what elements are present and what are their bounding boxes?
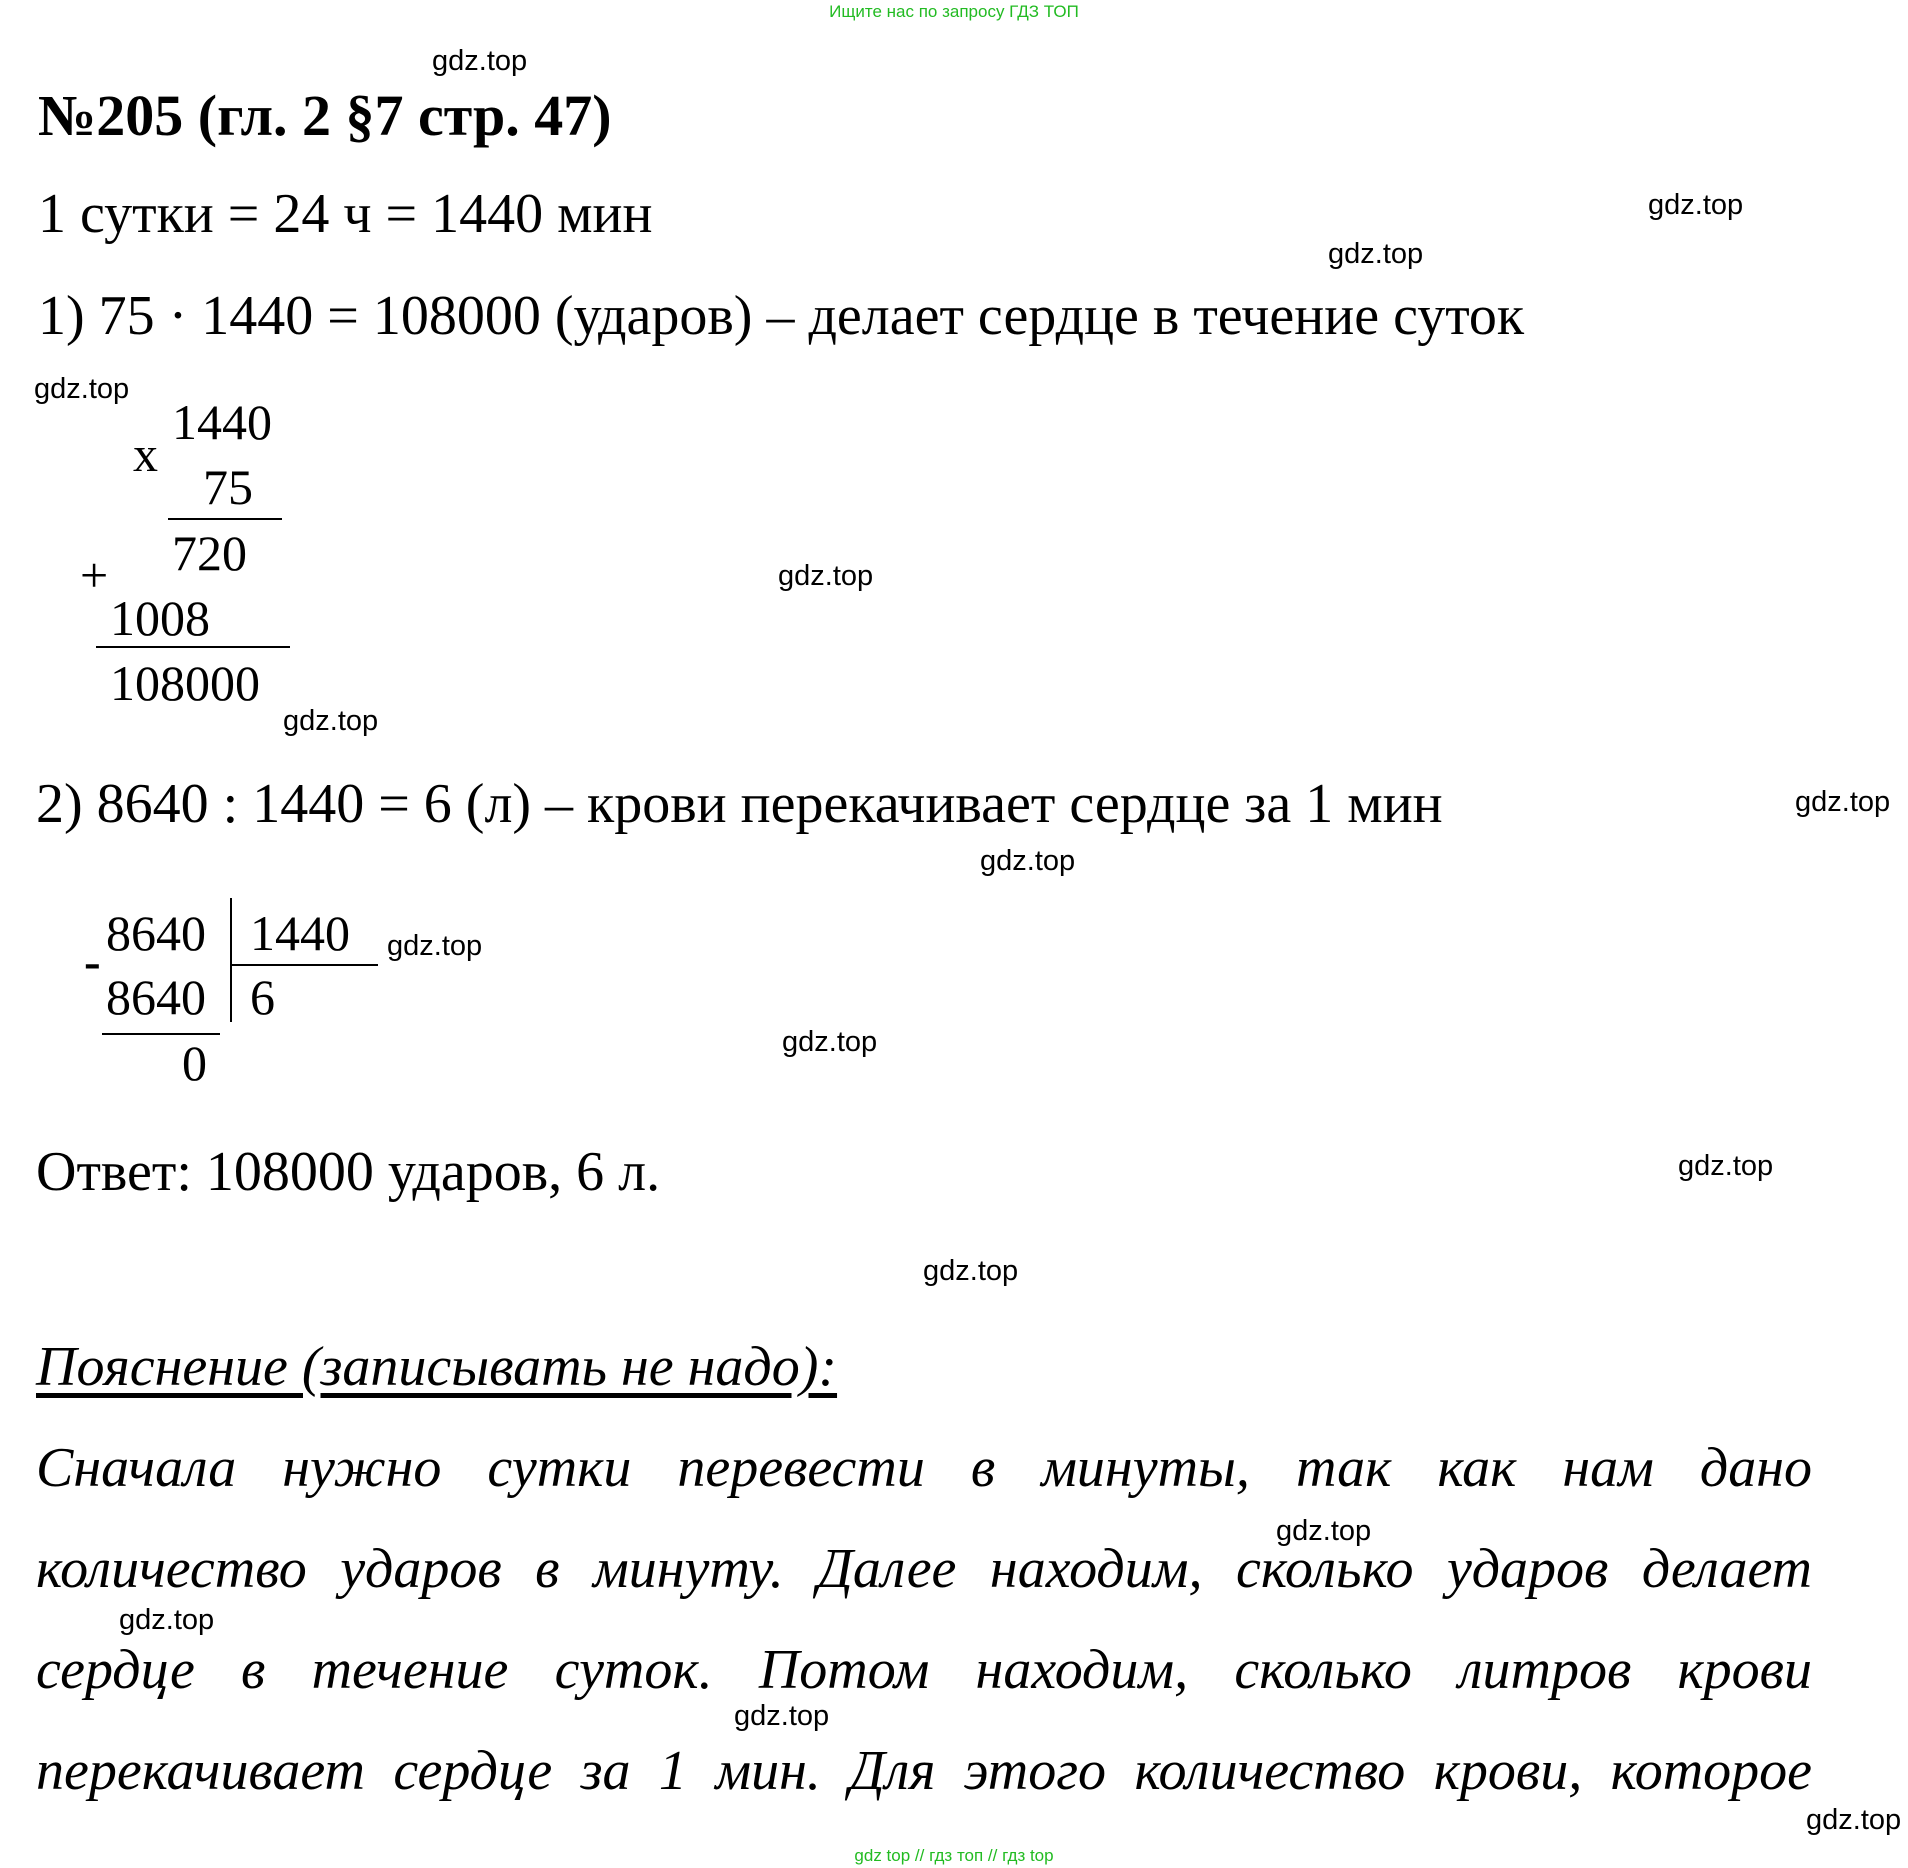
remainder: 0 (182, 1035, 207, 1091)
partial-product-2: 1008 (110, 590, 210, 646)
watermark: gdz.top (1678, 1150, 1774, 1182)
sum-rule (96, 646, 290, 648)
watermark: gdz.top (1795, 786, 1891, 818)
watermark: gdz.top (734, 1700, 830, 1732)
page-title: №205 (гл. 2 §7 стр. 47) (38, 83, 612, 148)
top-banner[interactable]: Ищите нас по запросу ГДЗ ТОП (829, 2, 1079, 21)
footer-banner[interactable]: gdz top // гдз топ // гдз top (854, 1846, 1054, 1865)
explanation-line-4: перекачивает сердце за 1 мин. Для этого количество крови, которое (36, 1740, 1812, 1802)
watermark: gdz.top (980, 845, 1076, 877)
quotient: 6 (250, 969, 275, 1025)
subtrahend: 8640 (106, 969, 206, 1025)
watermark: gdz.top (1328, 238, 1424, 270)
explanation-line-1: Сначала нужно сутки перевести в минуты, так как нам дано (36, 1437, 1812, 1499)
plus-sign: + (80, 547, 109, 603)
conversion-line: 1 сутки = 24 ч = 1440 мин (38, 183, 653, 245)
partial-product-1: 720 (172, 525, 247, 581)
step-2-line: 2) 8640 : 1440 = 6 (л) – крови перекачивает сердце за 1 мин (36, 773, 1443, 835)
answer-line: Ответ: 108000 ударов, 6 л. (36, 1141, 661, 1203)
watermark: gdz.top (782, 1026, 878, 1058)
dividend: 8640 (106, 905, 206, 961)
multiplicand: 1440 (172, 394, 272, 450)
product-result: 108000 (110, 655, 260, 711)
watermark: gdz.top (923, 1255, 1019, 1287)
division-vertical-bar (230, 898, 232, 1022)
multiplier: 75 (203, 459, 253, 515)
divisor-rule (230, 964, 378, 966)
watermark: gdz.top (119, 1604, 215, 1636)
watermark: gdz.top (387, 930, 483, 962)
watermark: gdz.top (1648, 189, 1744, 221)
explanation-line-3: сердце в течение суток. Потом находим, сколько литров крови (36, 1639, 1812, 1701)
watermark: gdz.top (1276, 1515, 1372, 1547)
watermark: gdz.top (1806, 1804, 1902, 1836)
minus-sign: - (84, 933, 101, 989)
multiplication-rule (168, 518, 282, 520)
divisor: 1440 (250, 905, 350, 961)
explanation-heading: Пояснение (записывать не надо): (36, 1336, 838, 1398)
multiply-sign: x (133, 426, 158, 482)
watermark: gdz.top (432, 45, 528, 77)
explanation-line-2: количество ударов в минуту. Далее находим, сколько ударов делает (36, 1538, 1812, 1600)
watermark: gdz.top (283, 705, 379, 737)
watermark: gdz.top (34, 373, 130, 405)
watermark: gdz.top (778, 560, 874, 592)
step-1-line: 1) 75 · 1440 = 108000 (ударов) – делает сердце в течение суток (38, 285, 1525, 347)
